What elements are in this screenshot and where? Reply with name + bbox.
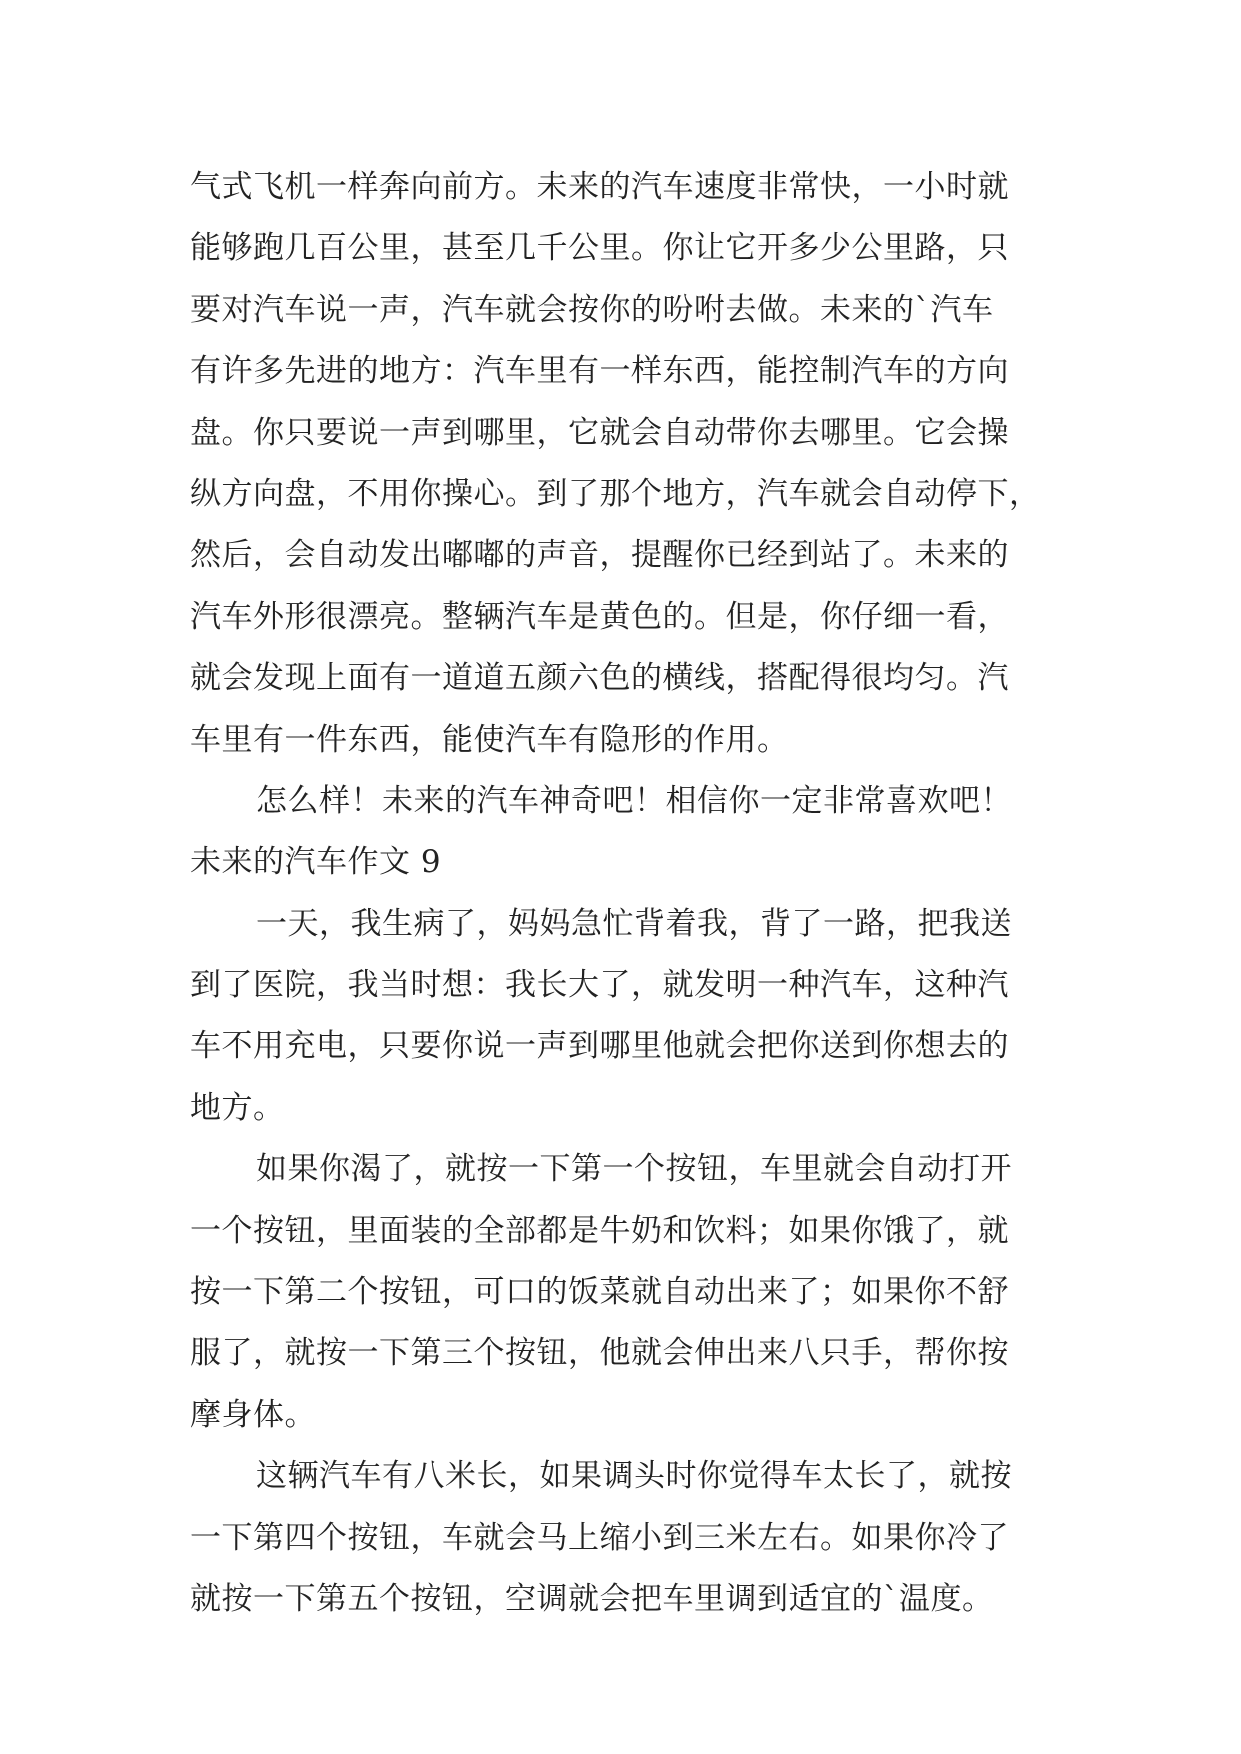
section-heading: 未来的汽车作文 9	[190, 844, 442, 881]
text-line: 纵方向盘，不用你操心。到了那个地方，汽车就会自动停下，	[190, 475, 1041, 512]
text-line: 气式飞机一样奔向前方。未来的汽车速度非常快，一小时就	[190, 169, 1009, 205]
text-line: 地方。	[190, 1089, 285, 1126]
paragraph-start-line: 怎么样！未来的汽车神奇吧！相信你一定非常喜欢吧！	[256, 782, 1012, 819]
text-line: 然后，会自动发出嘟嘟的声音，提醒你已经到站了。未来的	[190, 537, 1009, 574]
text-line: 就会发现上面有一道道五颜六色的横线，搭配得很均匀。汽	[190, 660, 1009, 697]
text-line: 摩身体。	[190, 1396, 316, 1433]
text-line: 一个按钮，里面装的全部都是牛奶和饮料；如果你饿了，就	[190, 1212, 1009, 1249]
text-line: 服了，就按一下第三个按钮，他就会伸出来八只手，帮你按	[190, 1335, 1009, 1372]
essay-body	[190, 157, 1050, 1630]
text-line: 有许多先进的地方：汽车里有一样东西，能控制汽车的方向	[190, 353, 1009, 390]
text-line: 到了医院，我当时想：我长大了，就发明一种汽车，这种汽	[190, 967, 1009, 1004]
text-line: 就按一下第五个按钮，空调就会把车里调到适宜的`温度。	[190, 1580, 994, 1617]
paragraph-start-line: 这辆汽车有八米长，如果调头时你觉得车太长了，就按	[256, 1458, 1012, 1495]
text-line: 汽车外形很漂亮。整辆汽车是黄色的。但是，你仔细一看，	[190, 598, 1009, 635]
text-line: 盘。你只要说一声到哪里，它就会自动带你去哪里。它会操	[190, 414, 1009, 451]
text-line: 一下第四个按钮，车就会马上缩小到三米左右。如果你冷了	[190, 1519, 1009, 1556]
paragraph-start-line: 如果你渴了，就按一下第一个按钮，车里就会自动打开	[256, 1151, 1012, 1188]
text-line: 要对汽车说一声，汽车就会按你的吩咐去做。未来的`汽车	[190, 291, 994, 328]
text-line: 车不用充电，只要你说一声到哪里他就会把你送到你想去的	[190, 1028, 1009, 1065]
paragraph-start-line: 一天，我生病了，妈妈急忙背着我，背了一路，把我送	[256, 905, 1012, 942]
text-line: 按一下第二个按钮，可口的饭菜就自动出来了；如果你不舒	[190, 1274, 1009, 1311]
text-line: 能够跑几百公里，甚至几千公里。你让它开多少公里路，只	[190, 230, 1009, 267]
text-line: 车里有一件东西，能使汽车有隐形的作用。	[190, 721, 789, 758]
